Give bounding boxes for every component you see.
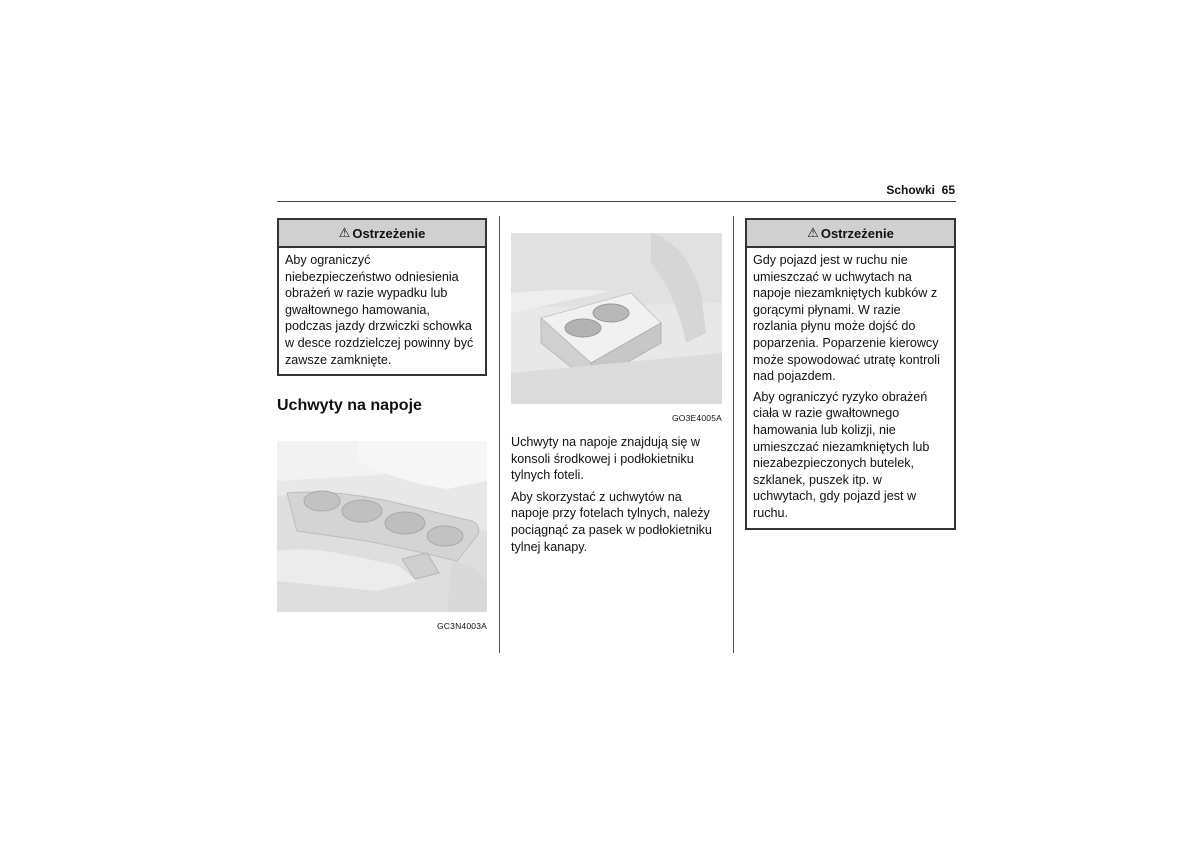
warning-title: Ostrzeżenie (820, 225, 894, 241)
figure-caption: GC3N4003A (437, 621, 487, 632)
page-header (277, 183, 955, 201)
warning-box (745, 218, 956, 530)
rear-armrest-cupholder-photo (511, 233, 722, 404)
warning-box (277, 218, 487, 376)
body-text (511, 434, 722, 555)
body-paragraph: Aby skorzystać z uchwytów na napoje przy fotelach tylnych, należy pociągnąć za pasek w podłokietniku tylnej kanapy. (511, 489, 712, 554)
console-cupholder-illustration (277, 441, 487, 612)
warning-header (747, 220, 954, 248)
column-right (745, 218, 956, 530)
column-divider (733, 216, 734, 653)
column-divider (499, 216, 500, 653)
warning-paragraph: Gdy pojazd jest w ruchu nie umieszczać w uchwytach na napoje niezamkniętych kubków z gorącymi płynami. W razie rozlania płynu może dojść do poparzenia. Poparzenie kierowcy może spowodować utratę kontroli nad pojazdem. (753, 253, 940, 384)
section-heading: Uchwyty na napoje (277, 397, 422, 415)
warning-header (279, 220, 485, 248)
figure-caption: GO3E4005A (672, 413, 722, 423)
warning-icon: ⚠ (807, 225, 819, 240)
warning-paragraph: Aby ograniczyć ryzyko obrażeń ciała w razie gwałtownego hamowania lub kolizji, nie umieszczać niezamkniętych lub niezabezpieczonych butelek, szklanek, puszek itp. w uchwytach, gdy pojazd jest w ruchu. (753, 389, 930, 520)
console-cupholder-photo (277, 441, 487, 612)
warning-title: Ostrzeżenie (352, 225, 426, 241)
page-number: 65 (941, 183, 955, 197)
section-name: Schowki (886, 183, 935, 197)
warning-icon: ⚠ (338, 225, 351, 240)
warning-text (279, 248, 485, 374)
warning-paragraph: Aby ograniczyć niebezpieczeństwo odniesienia obrażeń w razie wypadku lub gwałtownego hamowania, podczas jazdy drzwiczki schowka w desce rozdzielczej powinny być zawsze zamknięte. (285, 253, 474, 367)
column-middle (511, 233, 722, 560)
rear-armrest-illustration (511, 233, 722, 404)
warning-text (747, 248, 954, 528)
header-rule (277, 201, 956, 202)
body-paragraph: Uchwyty na napoje znajdują się w konsoli środkowej i podłokietniku tylnych foteli. (511, 435, 701, 483)
column-left (277, 218, 487, 631)
